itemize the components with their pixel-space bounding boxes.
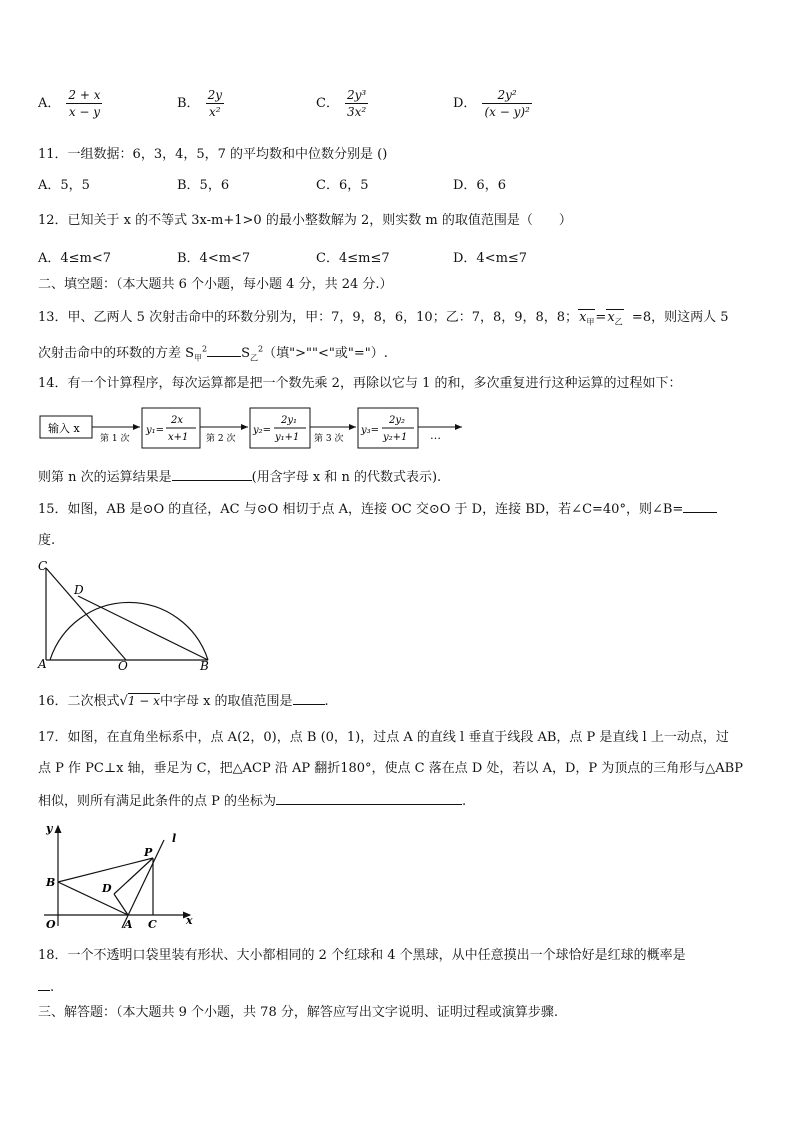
label-o: O [46,918,56,931]
q13-text-d: S [241,346,251,361]
q13-text-c: 次射击命中的环数的方差 S [38,346,195,361]
sqrt-expression [120,694,160,710]
q11-option-a: A．5，5 [38,178,90,193]
superscript: 2 [258,344,264,354]
q13-text-b: =8，则这两人 5 [631,310,729,325]
denominator: (x − y)² [484,105,530,120]
subscript: 乙 [614,317,623,327]
segment-bp [58,858,153,882]
section-3-heading: 三、解答题：（本大题共 9 个小题，共 78 分，解答应写出文字说明、证明过程或演算步骤. [38,1005,558,1020]
answer-blank[interactable] [683,500,717,513]
q17-line3 [38,792,466,810]
box-numerator: 2y₁ [281,415,298,426]
q15-figure [36,556,216,672]
q14-text: 14．有一个计算程序，每次运算都是把一个数先乘 2，再除以它与 1 的和，多次重复进行这种运算的过程如下： [38,376,682,391]
radicand: 1 − x [127,694,160,708]
answer-blank[interactable] [207,344,241,357]
label-d: D [74,583,84,597]
q11-option-b: B．5，6 [177,178,230,193]
label-p: P [144,846,153,859]
label-a: A [124,918,133,931]
option-label: A． [38,96,61,112]
answer-blank[interactable] [276,792,462,805]
label-b: B [46,876,56,889]
xbar-symbol: x [579,310,587,325]
q12-option-c: C．4≤m≤7 [316,251,390,266]
box-numerator: 2y₂ [389,415,406,426]
q18-line1: 18．一个不透明口袋里装有形状、大小都相同的 2 个红球和 4 个黑球，从中任意摸出一个球恰好是红球的概率是 [38,948,686,963]
label-o: O [118,659,128,672]
q17-figure [40,820,200,932]
q13-text-e: （填">""<"或"="）. [263,346,388,361]
subscript: 甲 [194,353,203,363]
answer-blank[interactable] [38,978,50,991]
xbar-jia [578,309,595,327]
box-label: y₁= [146,425,165,436]
q17-line1: 17．如图，在直角坐标系中，点 A(2，0)，点 B (0，1)，过点 A 的直线 l 垂直于线段 AB，点 P 是直线 l 上一动点，过 [38,730,729,745]
option-label: C． [316,96,339,112]
q16-text [38,692,329,710]
q11-text: 11．一组数据：6，3，4，5，7 的平均数和中位数分别是 () [38,147,388,162]
denominator: x² [208,105,221,120]
label-d: D [102,882,112,895]
q14-flowchart [38,404,468,454]
flow-step-2: 第 2 次 [206,434,236,444]
q14-answer-tail: (用含字母 x 和 n 的代数式表示). [251,470,442,485]
subscript: 乙 [250,353,259,363]
box-label: y₃= [361,425,380,436]
fraction [206,88,224,120]
label-c: C [38,559,48,573]
q12-text: 12．已知关于 x 的不等式 3x-m+1>0 的最小整数解为 2，则实数 m 的取值范围是（ ） [38,213,572,228]
q18-line2 [38,978,54,996]
answer-blank[interactable] [172,468,252,481]
q13-line1 [38,309,729,327]
superscript: 2 [202,344,208,354]
q10-option-b [177,88,224,120]
box-denominator: y₁+1 [275,432,300,443]
q10-option-d [453,88,532,120]
option-label: B． [177,96,200,112]
denominator: x − y [68,105,101,120]
xbar-symbol: x [607,310,615,325]
q16-text-b: 中字母 x 的取值范围是 [159,694,293,709]
box-denominator: x+1 [168,432,189,443]
fraction [66,88,102,120]
subscript: 甲 [586,317,595,327]
label-l: l [172,832,177,845]
q10-option-a [38,88,102,120]
numerator: 2y [206,88,224,104]
semicircle [50,602,208,660]
sqrt-sign: √ [119,694,128,709]
fraction [345,88,368,120]
numerator: 2y² [482,88,531,104]
q16-text-a: 16．二次根式 [38,694,120,709]
q15-text-body: 15．如图，AB 是⊙O 的直径，AC 与⊙O 相切于点 A，连接 OC 交⊙O 于 D，连接 BD，若∠C=40°，则∠B= [38,502,684,517]
flow-ellipsis: … [430,429,441,442]
section-2-heading: 二、填空题：（本大题共 6 个小题，每小题 4 分，共 24 分.） [38,277,393,292]
option-label: D． [453,96,477,112]
q17-end: . [462,794,467,809]
q16-end: . [324,694,329,709]
q11-option-d: D．6，6 [453,178,506,193]
q13-text-a: 13．甲、乙两人 5 次射击命中的环数分别为，甲：7，9，8，6，10；乙：7，8，9，8，8； [38,310,579,325]
denominator: 3x² [346,105,367,120]
q18-end: . [50,980,55,995]
q15-text [38,500,717,518]
label-y: y [46,822,53,835]
q17-line2: 点 P 作 PC⊥x 轴，垂足为 C，把△ACP 沿 AP 翻折180°，使点 C 落在点 D 处，若以 A，D，P 为顶点的三角形与△ABP [38,761,743,776]
q10-option-c [316,88,368,120]
answer-blank[interactable] [293,692,325,705]
label-b: B [200,659,209,672]
q12-option-a: A．4≤m<7 [38,251,112,266]
q14-answer-text: 则第 n 次的运算结果是 [38,470,172,485]
q13-line2 [38,344,388,363]
label-a: A [38,657,47,671]
box-numerator: 2x [171,415,184,426]
q12-option-b: B．4<m<7 [177,251,251,266]
xbar-yi [606,309,623,327]
fraction [482,88,531,120]
q17-text-c: 相似，则所有满足此条件的点 P 的坐标为 [38,794,277,809]
flow-step-1: 第 1 次 [100,434,130,444]
box-denominator: y₂+1 [383,432,408,443]
flow-step-3: 第 3 次 [314,434,344,444]
box-label: y₂= [253,425,272,436]
q12-option-d: D．4<m≤7 [453,251,528,266]
flow-input-text: 输入 x [48,422,80,435]
q14-answer-line [38,468,441,486]
q15-tail: 度. [38,533,56,548]
equals: = [595,310,607,325]
label-x: x [186,914,193,927]
numerator: 2 + x [66,88,102,104]
q11-option-c: C．6，5 [316,178,369,193]
numerator: 2y³ [345,88,368,104]
label-c: C [148,918,157,931]
